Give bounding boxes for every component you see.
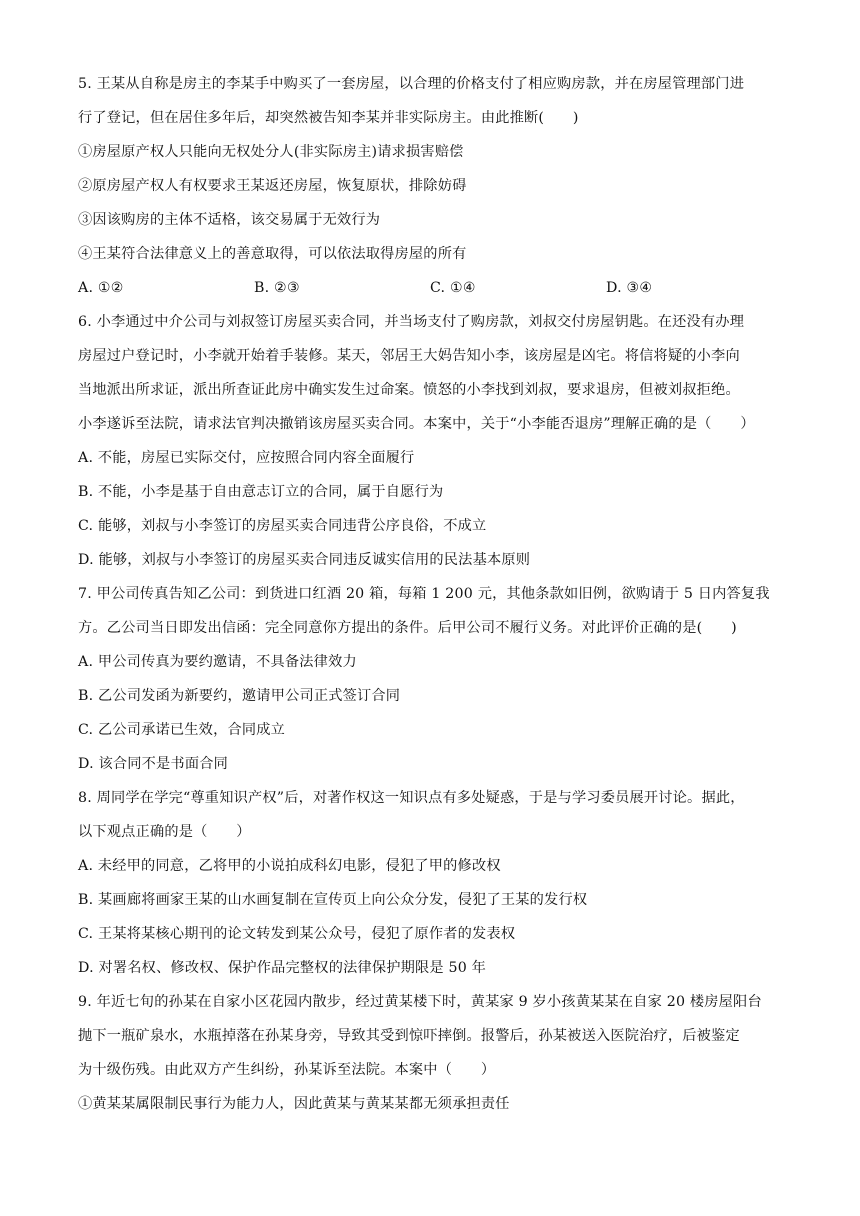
question-5-stem-line-1: 5. 王某从自称是房主的李某手中购买了一套房屋，以合理的价格支付了相应购房款，并在房屋管理部门进: [78, 76, 745, 92]
question-7-option-c[interactable]: C. 乙公司承诺已生效，合同成立: [78, 722, 286, 738]
question-5-option-d[interactable]: D. ③④: [606, 280, 653, 296]
question-5-option-c[interactable]: C. ①④: [430, 280, 476, 296]
question-7-option-a[interactable]: A. 甲公司传真为要约邀请，不具备法律效力: [78, 654, 357, 670]
question-6-option-a[interactable]: A. 不能，房屋已实际交付，应按照合同内容全面履行: [78, 450, 415, 466]
question-7-option-d[interactable]: D. 该合同不是书面合同: [78, 756, 228, 772]
question-6-stem-line-1: 6. 小李通过中介公司与刘叔签订房屋买卖合同，并当场支付了购房款，刘叔交付房屋钥匙。在还没有办理: [78, 314, 745, 330]
question-7-stem-line-1: 7. 甲公司传真告知乙公司：到货进口红酒 20 箱，每箱 1 200 元，其他条款如旧例，欲购请于 5 日内答复我: [78, 586, 770, 602]
question-5-option-a[interactable]: A. ①②: [78, 280, 124, 296]
question-7-option-b[interactable]: B. 乙公司发函为新要约，邀请甲公司正式签订合同: [78, 688, 401, 704]
question-6-stem-line-3: 当地派出所求证，派出所查证此房中确实发生过命案。愤怒的小李找到刘叔，要求退房，但被刘叔拒绝。: [78, 382, 740, 398]
question-5-options: [78, 278, 758, 298]
question-5-option-b[interactable]: B. ②③: [254, 280, 300, 296]
question-9-stem-line-1: 9. 年近七旬的孙某在自家小区花园内散步，经过黄某楼下时，黄某家 9 岁小孩黄某某在自家 20 楼房屋阳台: [78, 994, 762, 1010]
question-5-item-1: ①房屋原产权人只能向无权处分人(非实际房主)请求损害赔偿: [78, 144, 464, 160]
question-8-stem-line-1: 8. 周同学在学完“尊重知识产权”后，对著作权这一知识点有多处疑惑，于是与学习委员展开讨论。据此，: [78, 790, 745, 806]
question-8-option-b[interactable]: B. 某画廊将画家王某的山水画复制在宣传页上向公众分发，侵犯了王某的发行权: [78, 892, 588, 908]
question-8-stem-line-2: 以下观点正确的是（ ）: [78, 824, 251, 840]
question-9-item-1: ①黄某某属限制民事行为能力人，因此黄某与黄某某都无须承担责任: [78, 1096, 510, 1112]
question-5-stem-line-2: 行了登记，但在居住多年后，却突然被告知李某并非实际房主。由此推断( ): [78, 110, 579, 126]
question-6-stem-line-4: 小李遂诉至法院，请求法官判决撤销该房屋买卖合同。本案中，关于“小李能否退房”理解正确的是（ ）: [78, 416, 755, 432]
question-6-option-b[interactable]: B. 不能，小李是基于自由意志订立的合同，属于自愿行为: [78, 484, 444, 500]
question-5-item-2: ②原房屋产权人有权要求王某返还房屋，恢复原状，排除妨碍: [78, 178, 467, 194]
question-8-option-d[interactable]: D. 对署名权、修改权、保护作品完整权的法律保护期限是 50 年: [78, 960, 487, 976]
question-8-option-c[interactable]: C. 王某将某核心期刊的论文转发到某公众号，侵犯了原作者的发表权: [78, 926, 516, 942]
question-6-option-d[interactable]: D. 能够，刘叔与小李签订的房屋买卖合同违反诚实信用的民法基本原则: [78, 552, 531, 568]
question-9-stem-line-3: 为十级伤残。由此双方产生纠纷，孙某诉至法院。本案中（ ）: [78, 1062, 496, 1078]
question-6-stem-line-2: 房屋过户登记时，小李就开始着手装修。某天，邻居王大妈告知小李，该房屋是凶宅。将信将疑的小李向: [78, 348, 740, 364]
question-6-option-c[interactable]: C. 能够，刘叔与小李签订的房屋买卖合同违背公序良俗，不成立: [78, 518, 487, 534]
question-5-item-4: ④王某符合法律意义上的善意取得，可以依法取得房屋的所有: [78, 246, 467, 262]
question-7-stem-line-2: 方。乙公司当日即发出信函：完全同意你方提出的条件。后甲公司不履行义务。对此评价正确的是( ): [78, 620, 737, 636]
question-9-stem-line-2: 抛下一瓶矿泉水，水瓶掉落在孙某身旁，导致其受到惊吓摔倒。报警后，孙某被送入医院治疗，后被鉴定: [78, 1028, 740, 1044]
question-8-option-a[interactable]: A. 未经甲的同意，乙将甲的小说拍成科幻电影，侵犯了甲的修改权: [78, 858, 501, 874]
question-5-item-3: ③因该购房的主体不适格，该交易属于无效行为: [78, 212, 381, 228]
